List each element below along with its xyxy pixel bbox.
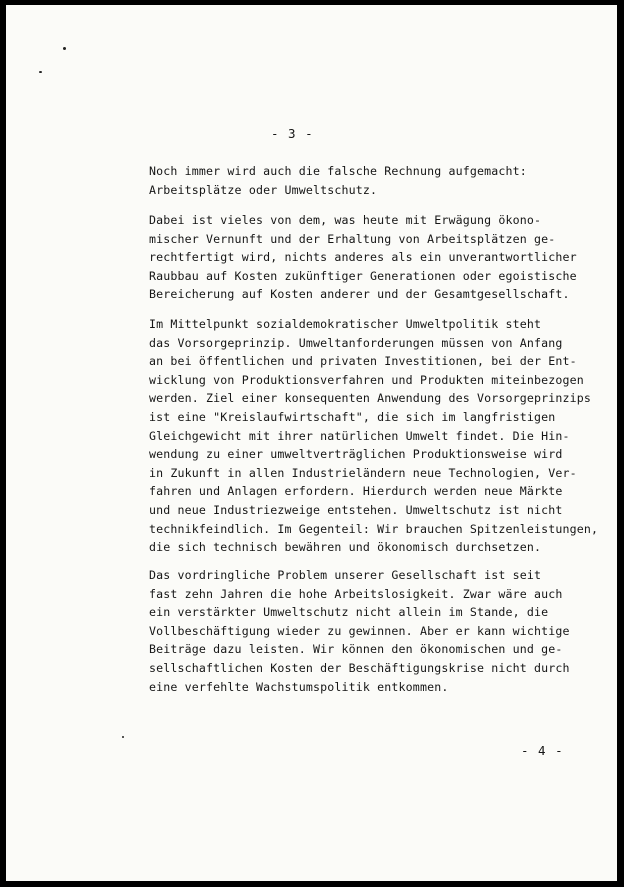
text-line: Vollbeschäftigung wieder zu gewinnen. Aber er kann wichtige: [149, 623, 570, 638]
text-line: fast zehn Jahren die hohe Arbeitslosigkeit. Zwar wäre auch: [149, 586, 563, 601]
text-line: Gleichgewicht mit ihrer natürlichen Umwelt findet. Die Hin-: [149, 428, 570, 443]
text-line: Im Mittelpunkt sozialdemokratischer Umweltpolitik steht: [149, 317, 542, 331]
text-line: Das vordringliche Problem unserer Gesellschaft ist seit: [149, 568, 542, 582]
text-line: Arbeitsplätze oder Umweltschutz.: [149, 182, 378, 197]
text-line: technikfeindlich. Im Gegenteil: Wir brauchen Spitzenleistungen,: [149, 521, 599, 536]
text-line: sellschaftlichen Kosten der Beschäftigungskrise nicht durch: [149, 660, 570, 675]
text-line: das Vorsorgeprinzip. Umweltanforderungen müssen von Anfang: [149, 335, 563, 350]
scan-speck: [39, 71, 42, 73]
scan-speck: [63, 47, 66, 50]
paragraph-2: [149, 211, 577, 304]
text-line: mischer Vernunft und der Erhaltung von Arbeitsplätzen ge-: [149, 231, 556, 246]
scan-speck: [122, 736, 124, 738]
text-line: ist eine "Kreislaufwirtschaft", die sich im langfristigen: [149, 409, 556, 424]
text-line: und neue Industriezweige entstehen. Umweltschutz ist nicht: [149, 502, 563, 517]
text-line: Raubbau auf Kosten zukünftiger Generationen oder egoistische: [149, 268, 577, 283]
text-line: werden. Ziel einer konsequenten Anwendung des Vorsorgeprinzips: [149, 391, 592, 406]
document-page: [6, 5, 617, 881]
text-line: Beiträge dazu leisten. Wir können den ökonomischen und ge-: [149, 642, 563, 657]
text-line: die sich technisch bewähren und ökonomisch durchsetzen.: [149, 540, 542, 555]
text-line: an bei öffentlichen und privaten Investitionen, bei der Ent-: [149, 354, 577, 369]
text-line: wicklung von Produktionsverfahren und Produkten miteinbezogen: [149, 372, 584, 387]
text-line: Noch immer wird auch die falsche Rechnung aufgemacht:: [149, 164, 527, 178]
text-line: eine verfehlte Wachstumspolitik entkommen.: [149, 679, 449, 694]
text-line: rechtfertigt wird, nichts anderes als ein unverantwortlicher: [149, 250, 577, 265]
next-page-marker: - 4 -: [521, 743, 564, 758]
paragraph-1: [149, 162, 527, 199]
text-line: Bereicherung auf Kosten anderer und der Gesamtgesellschaft.: [149, 287, 570, 302]
text-line: wendung zu einer umweltverträglichen Produktionsweise wird: [149, 447, 563, 462]
page-number: - 3 -: [271, 126, 314, 141]
text-line: in Zukunft in allen Industrieländern neue Technologien, Ver-: [149, 465, 577, 480]
paragraph-4: [149, 566, 570, 696]
text-line: Dabei ist vieles von dem, was heute mit Erwägung ökono-: [149, 213, 542, 227]
paragraph-3: [149, 315, 598, 557]
text-line: fahren und Anlagen erfordern. Hierdurch werden neue Märkte: [149, 484, 563, 499]
text-line: ein verstärkter Umweltschutz nicht allein im Stande, die: [149, 605, 549, 620]
